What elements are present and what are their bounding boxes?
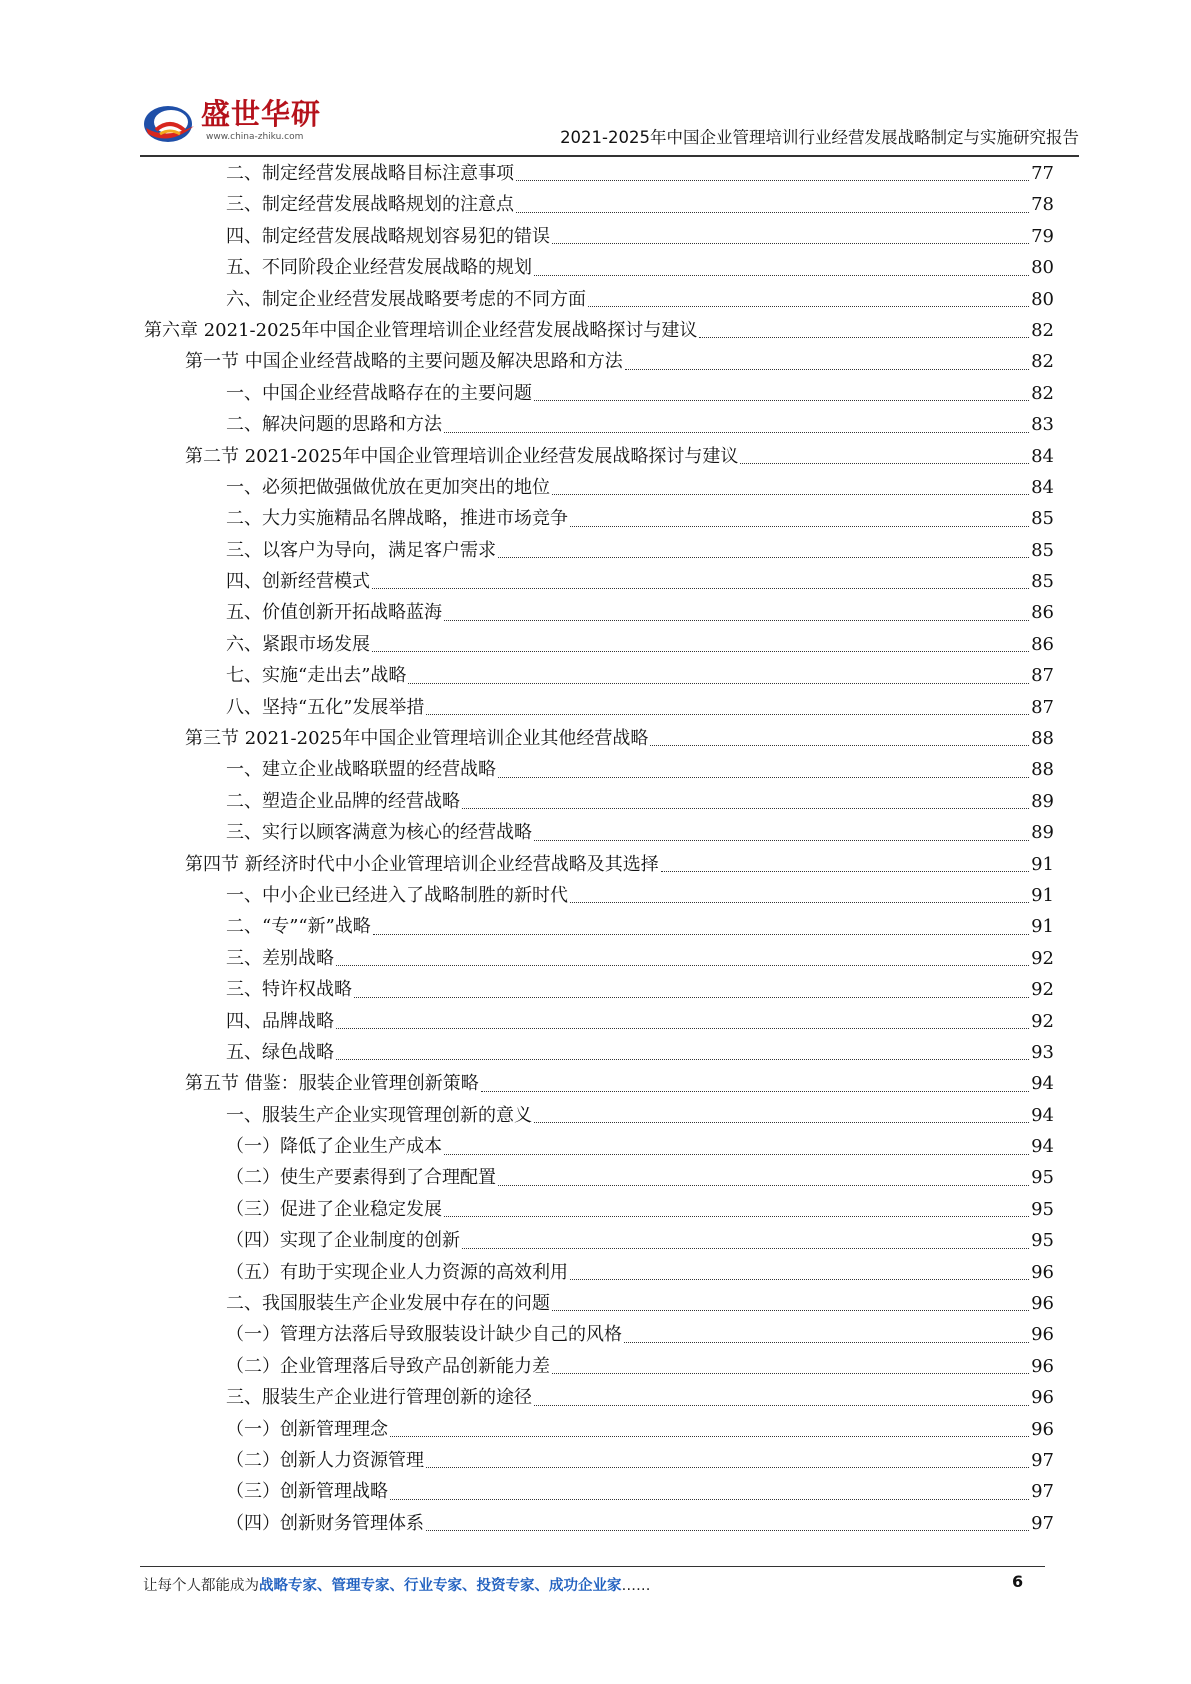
header-divider bbox=[140, 155, 1079, 157]
toc-entry-title: 三、制定经营发展战略规划的注意点 bbox=[226, 194, 514, 216]
toc-leader-dots bbox=[390, 1435, 1029, 1437]
footer-slogan bbox=[143, 1574, 651, 1595]
toc-entry-title: 第三节 2021-2025年中国企业管理培训企业其他经营战略 bbox=[185, 728, 649, 750]
toc-leader-dots bbox=[661, 870, 1029, 872]
toc-entry[interactable] bbox=[0, 315, 1054, 346]
toc-entry-page: 84 bbox=[1031, 445, 1054, 467]
toc-entry-page: 96 bbox=[1031, 1293, 1054, 1315]
toc-leader-dots bbox=[570, 901, 1029, 903]
toc-entry-page: 87 bbox=[1031, 696, 1054, 718]
toc-leader-dots bbox=[534, 399, 1029, 401]
toc-entry-title: 一、服装生产企业实现管理创新的意义 bbox=[226, 1104, 532, 1126]
toc-leader-dots bbox=[534, 274, 1029, 276]
toc-leader-dots bbox=[336, 1058, 1029, 1060]
toc-entry-title: （一）管理方法落后导致服装设计缺少自己的风格 bbox=[226, 1324, 622, 1346]
toc-entry-page: 96 bbox=[1031, 1261, 1054, 1283]
toc-entry[interactable] bbox=[0, 943, 1054, 974]
toc-entry-page: 87 bbox=[1031, 665, 1054, 687]
toc-entry-page: 80 bbox=[1031, 288, 1054, 310]
toc-entry-page: 92 bbox=[1031, 1010, 1054, 1032]
toc-entry-page: 95 bbox=[1031, 1167, 1054, 1189]
toc-leader-dots bbox=[498, 556, 1029, 558]
toc-entry[interactable] bbox=[0, 1163, 1054, 1194]
toc-entry-page: 97 bbox=[1031, 1450, 1054, 1471]
toc-entry[interactable] bbox=[0, 346, 1054, 377]
toc-leader-dots bbox=[481, 1090, 1029, 1092]
toc-entry-title: 一、建立企业战略联盟的经营战略 bbox=[226, 759, 496, 781]
toc-entry-page: 91 bbox=[1031, 884, 1054, 906]
toc-leader-dots bbox=[498, 776, 1029, 778]
toc-entry-title: 二、制定经营发展战略目标注意事项 bbox=[226, 162, 514, 184]
table-of-contents bbox=[0, 158, 1191, 1539]
toc-entry[interactable] bbox=[0, 566, 1054, 597]
toc-entry-title: 七、实施“走出去”战略 bbox=[226, 665, 407, 687]
brand-name: 盛世华研 bbox=[201, 97, 322, 131]
toc-entry[interactable] bbox=[0, 723, 1054, 754]
toc-entry-page: 88 bbox=[1031, 759, 1054, 781]
toc-entry[interactable] bbox=[0, 629, 1054, 660]
toc-entry-page: 96 bbox=[1031, 1387, 1054, 1409]
toc-leader-dots bbox=[552, 493, 1029, 495]
toc-entry-title: 八、坚持“五化”发展举措 bbox=[226, 696, 425, 718]
toc-entry-page: 79 bbox=[1031, 225, 1054, 247]
toc-leader-dots bbox=[426, 1529, 1029, 1531]
toc-entry-title: 四、制定经营发展战略规划容易犯的错误 bbox=[226, 225, 550, 247]
toc-entry-page: 91 bbox=[1031, 916, 1054, 938]
toc-entry[interactable] bbox=[0, 189, 1054, 220]
toc-entry[interactable] bbox=[0, 409, 1054, 440]
toc-leader-dots bbox=[390, 1498, 1029, 1500]
toc-entry-title: 二、大力实施精品名牌战略，推进市场竞争 bbox=[226, 508, 568, 530]
brand-url: www.china-zhiku.com bbox=[206, 132, 304, 142]
toc-entry-page: 86 bbox=[1031, 633, 1054, 655]
toc-entry[interactable] bbox=[0, 1476, 1054, 1507]
toc-leader-dots bbox=[552, 1309, 1029, 1311]
toc-entry-title: 二、“专”“新”战略 bbox=[226, 916, 371, 938]
toc-entry-page: 92 bbox=[1031, 979, 1054, 1001]
toc-entry-page: 84 bbox=[1031, 476, 1054, 498]
toc-leader-dots bbox=[426, 713, 1029, 715]
footer-slogan-highlight: 战略专家、管理专家、行业专家、投资专家、成功企业家 bbox=[259, 1578, 622, 1594]
toc-entry-title: 三、实行以顾客满意为核心的经营战略 bbox=[226, 822, 532, 844]
toc-entry-page: 97 bbox=[1031, 1481, 1054, 1503]
toc-entry-title: 五、价值创新开拓战略蓝海 bbox=[226, 602, 442, 624]
toc-entry[interactable] bbox=[0, 535, 1054, 566]
toc-leader-dots bbox=[408, 682, 1029, 684]
toc-leader-dots bbox=[699, 336, 1029, 338]
toc-entry[interactable] bbox=[0, 158, 1054, 189]
toc-leader-dots bbox=[426, 1466, 1029, 1468]
toc-leader-dots bbox=[336, 964, 1029, 966]
toc-entry[interactable] bbox=[0, 1131, 1054, 1162]
toc-entry[interactable] bbox=[0, 1225, 1054, 1256]
toc-entry-page: 97 bbox=[1031, 1512, 1054, 1534]
toc-leader-dots bbox=[336, 1027, 1029, 1029]
toc-entry-title: 一、必须把做强做优放在更加突出的地位 bbox=[226, 476, 550, 498]
toc-entry[interactable] bbox=[0, 472, 1054, 503]
footer-divider bbox=[140, 1566, 1045, 1567]
toc-entry-title: 第二节 2021-2025年中国企业管理培训企业经营发展战略探讨与建议 bbox=[185, 445, 739, 467]
toc-entry-title: 三、差别战略 bbox=[226, 947, 334, 969]
toc-entry-title: 四、创新经营模式 bbox=[226, 571, 370, 593]
toc-entry-title: 一、中小企业已经进入了战略制胜的新时代 bbox=[226, 884, 568, 906]
toc-entry-title: （一）降低了企业生产成本 bbox=[226, 1136, 442, 1158]
toc-leader-dots bbox=[462, 807, 1029, 809]
toc-entry[interactable] bbox=[0, 786, 1054, 817]
toc-entry-title: 二、解决问题的思路和方法 bbox=[226, 414, 442, 436]
toc-leader-dots bbox=[588, 305, 1029, 307]
toc-leader-dots bbox=[534, 1121, 1029, 1123]
toc-entry-title: （四）实现了企业制度的创新 bbox=[226, 1230, 460, 1252]
toc-leader-dots bbox=[534, 1404, 1029, 1406]
toc-entry-title: （五）有助于实现企业人力资源的高效利用 bbox=[226, 1261, 568, 1283]
toc-leader-dots bbox=[444, 431, 1029, 433]
toc-entry-title: 二、塑造企业品牌的经营战略 bbox=[226, 790, 460, 812]
toc-entry[interactable] bbox=[0, 692, 1054, 723]
toc-entry-page: 85 bbox=[1031, 508, 1054, 530]
toc-entry[interactable] bbox=[0, 1445, 1054, 1476]
toc-entry-title: （二）创新人力资源管理 bbox=[226, 1450, 424, 1471]
toc-entry-title: 六、制定企业经营发展战略要考虑的不同方面 bbox=[226, 288, 586, 310]
toc-entry[interactable] bbox=[0, 284, 1054, 315]
toc-entry-title: （二）企业管理落后导致产品创新能力差 bbox=[226, 1355, 550, 1377]
footer-slogan-suffix: …… bbox=[621, 1578, 651, 1594]
toc-leader-dots bbox=[462, 1247, 1029, 1249]
toc-entry-page: 96 bbox=[1031, 1355, 1054, 1377]
toc-entry[interactable] bbox=[0, 1382, 1054, 1413]
toc-entry-page: 94 bbox=[1031, 1104, 1054, 1126]
toc-entry[interactable] bbox=[0, 1194, 1054, 1225]
toc-entry-page: 85 bbox=[1031, 539, 1054, 561]
toc-entry-title: （二）使生产要素得到了合理配置 bbox=[226, 1167, 496, 1189]
toc-leader-dots bbox=[444, 1153, 1029, 1155]
toc-leader-dots bbox=[740, 462, 1029, 464]
toc-leader-dots bbox=[354, 996, 1029, 998]
toc-entry[interactable] bbox=[0, 817, 1054, 848]
toc-leader-dots bbox=[516, 211, 1029, 213]
page-number: 6 bbox=[1012, 1572, 1024, 1591]
toc-entry-page: 86 bbox=[1031, 602, 1054, 624]
toc-entry[interactable] bbox=[0, 503, 1054, 534]
toc-entry-title: （一）创新管理理念 bbox=[226, 1418, 388, 1440]
footer-slogan-prefix: 让每个人都能成为 bbox=[143, 1578, 259, 1594]
toc-entry-page: 88 bbox=[1031, 728, 1054, 750]
toc-entry[interactable] bbox=[0, 1037, 1054, 1068]
toc-entry-page: 78 bbox=[1031, 194, 1054, 216]
toc-entry-page: 82 bbox=[1031, 319, 1054, 341]
toc-entry[interactable] bbox=[0, 1257, 1054, 1288]
toc-entry-page: 83 bbox=[1031, 414, 1054, 436]
toc-entry-title: 五、不同阶段企业经营发展战略的规划 bbox=[226, 257, 532, 279]
toc-entry-title: 第五节 借鉴：服装企业管理创新策略 bbox=[185, 1073, 479, 1095]
toc-leader-dots bbox=[444, 1215, 1029, 1217]
toc-entry-title: （四）创新财务管理体系 bbox=[226, 1512, 424, 1534]
toc-entry-page: 92 bbox=[1031, 947, 1054, 969]
toc-leader-dots bbox=[444, 619, 1029, 621]
toc-entry[interactable] bbox=[0, 1319, 1054, 1350]
toc-entry-page: 93 bbox=[1031, 1041, 1054, 1063]
toc-entry-title: 六、紧跟市场发展 bbox=[226, 633, 370, 655]
toc-leader-dots bbox=[552, 242, 1029, 244]
toc-entry[interactable] bbox=[0, 911, 1054, 942]
toc-entry-title: 三、特许权战略 bbox=[226, 979, 352, 1001]
toc-entry-title: 第六章 2021-2025年中国企业管理培训企业经营发展战略探讨与建议 bbox=[144, 319, 698, 341]
toc-entry-page: 94 bbox=[1031, 1136, 1054, 1158]
toc-entry-page: 89 bbox=[1031, 790, 1054, 812]
toc-entry-page: 95 bbox=[1031, 1198, 1054, 1220]
toc-entry-page: 77 bbox=[1031, 162, 1054, 184]
toc-entry[interactable] bbox=[0, 1414, 1054, 1445]
toc-entry-page: 94 bbox=[1031, 1073, 1054, 1095]
toc-entry[interactable] bbox=[0, 441, 1054, 472]
toc-entry-page: 82 bbox=[1031, 382, 1054, 404]
toc-entry-page: 80 bbox=[1031, 257, 1054, 279]
toc-entry[interactable] bbox=[0, 754, 1054, 785]
toc-entry[interactable] bbox=[0, 1288, 1054, 1319]
toc-leader-dots bbox=[624, 1341, 1029, 1343]
toc-entry-page: 91 bbox=[1031, 853, 1054, 875]
toc-entry[interactable] bbox=[0, 221, 1054, 252]
toc-leader-dots bbox=[552, 1372, 1029, 1374]
toc-leader-dots bbox=[372, 650, 1029, 652]
toc-entry[interactable] bbox=[0, 1068, 1054, 1099]
toc-entry[interactable] bbox=[0, 660, 1054, 691]
toc-entry-page: 82 bbox=[1031, 351, 1054, 373]
toc-entry[interactable] bbox=[0, 849, 1054, 880]
document-title: 2021-2025年中国企业管理培训行业经营发展战略制定与实施研究报告 bbox=[560, 128, 1079, 147]
toc-entry[interactable] bbox=[0, 880, 1054, 911]
toc-entry[interactable] bbox=[0, 252, 1054, 283]
toc-leader-dots bbox=[625, 368, 1029, 370]
toc-entry-title: 五、绿色战略 bbox=[226, 1041, 334, 1063]
toc-entry[interactable] bbox=[0, 1351, 1054, 1382]
toc-entry-title: （三）创新管理战略 bbox=[226, 1481, 388, 1503]
toc-entry[interactable] bbox=[0, 1100, 1054, 1131]
toc-entry[interactable] bbox=[0, 378, 1054, 409]
toc-entry-page: 89 bbox=[1031, 822, 1054, 844]
toc-entry[interactable] bbox=[0, 1006, 1054, 1037]
toc-entry-page: 96 bbox=[1031, 1418, 1054, 1440]
toc-entry[interactable] bbox=[0, 1508, 1054, 1539]
toc-entry-page: 85 bbox=[1031, 571, 1054, 593]
toc-leader-dots bbox=[373, 933, 1029, 935]
toc-entry-title: 第四节 新经济时代中小企业管理培训企业经营战略及其选择 bbox=[185, 853, 659, 875]
toc-entry[interactable] bbox=[0, 974, 1054, 1005]
toc-entry-title: 第一节 中国企业经营战略的主要问题及解决思路和方法 bbox=[185, 351, 623, 373]
toc-leader-dots bbox=[372, 587, 1029, 589]
toc-entry-page: 95 bbox=[1031, 1230, 1054, 1252]
toc-entry[interactable] bbox=[0, 597, 1054, 628]
toc-entry-title: （三）促进了企业稳定发展 bbox=[226, 1198, 442, 1220]
toc-leader-dots bbox=[516, 179, 1029, 181]
toc-entry-title: 二、我国服装生产企业发展中存在的问题 bbox=[226, 1293, 550, 1315]
toc-leader-dots bbox=[534, 839, 1029, 841]
toc-entry-title: 三、服装生产企业进行管理创新的途径 bbox=[226, 1387, 532, 1409]
toc-leader-dots bbox=[650, 744, 1029, 746]
toc-entry-title: 三、以客户为导向，满足客户需求 bbox=[226, 539, 496, 561]
toc-leader-dots bbox=[570, 525, 1029, 527]
toc-entry-title: 一、中国企业经营战略存在的主要问题 bbox=[226, 382, 532, 404]
toc-entry-page: 96 bbox=[1031, 1324, 1054, 1346]
toc-leader-dots bbox=[570, 1278, 1029, 1280]
toc-entry-title: 四、品牌战略 bbox=[226, 1010, 334, 1032]
toc-leader-dots bbox=[498, 1184, 1029, 1186]
